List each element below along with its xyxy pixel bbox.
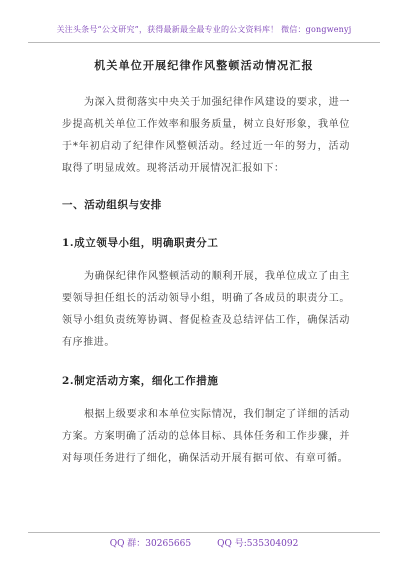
footer-qq-group: QQ 群：30265665: [109, 539, 192, 549]
intro-paragraph: 为深入贯彻落实中央关于加强纪律作风建设的要求，进一步提高机关单位工作效率和服务质量，树立良好形象，我单位于*年初启动了纪律作风整顿活动。经过近一年的努力，活动取得了明显成效。现将活动开展情况汇报如下：: [62, 97, 350, 174]
header-banner: 关注头条号“公文研究”，获得最新最全最专业的公文资料库！ 微信：gongwenyj: [56, 25, 352, 34]
header-divider: [28, 42, 380, 43]
footer-divider: [28, 532, 380, 533]
subheading-activity-plan: 2.制定活动方案，细化工作措施: [62, 375, 219, 387]
footer-qq-number: QQ 号:535304092: [217, 539, 299, 549]
subheading-leadership-group: 1.成立领导小组，明确职责分工: [62, 237, 219, 249]
document-title: 机关单位开展纪律作风整顿活动情况汇报: [94, 59, 314, 72]
section-heading-organization: 一、活动组织与安排: [62, 199, 162, 211]
footer-contact: [0, 536, 408, 549]
paragraph-activity-plan: 根据上级要求和本单位实际情况，我们制定了详细的活动方案。方案明确了活动的总体目标、具体任务和工作步骤，并对每项任务进行了细化，确保活动开展有据可依、有章可循。: [62, 409, 350, 464]
paragraph-leadership-group: 为确保纪律作风整顿活动的顺利开展，我单位成立了由主要领导担任组长的活动领导小组，明确了各成员的职责分工。领导小组负责统筹协调、督促检查及总结评估工作，确保活动有序推进。: [62, 271, 350, 348]
